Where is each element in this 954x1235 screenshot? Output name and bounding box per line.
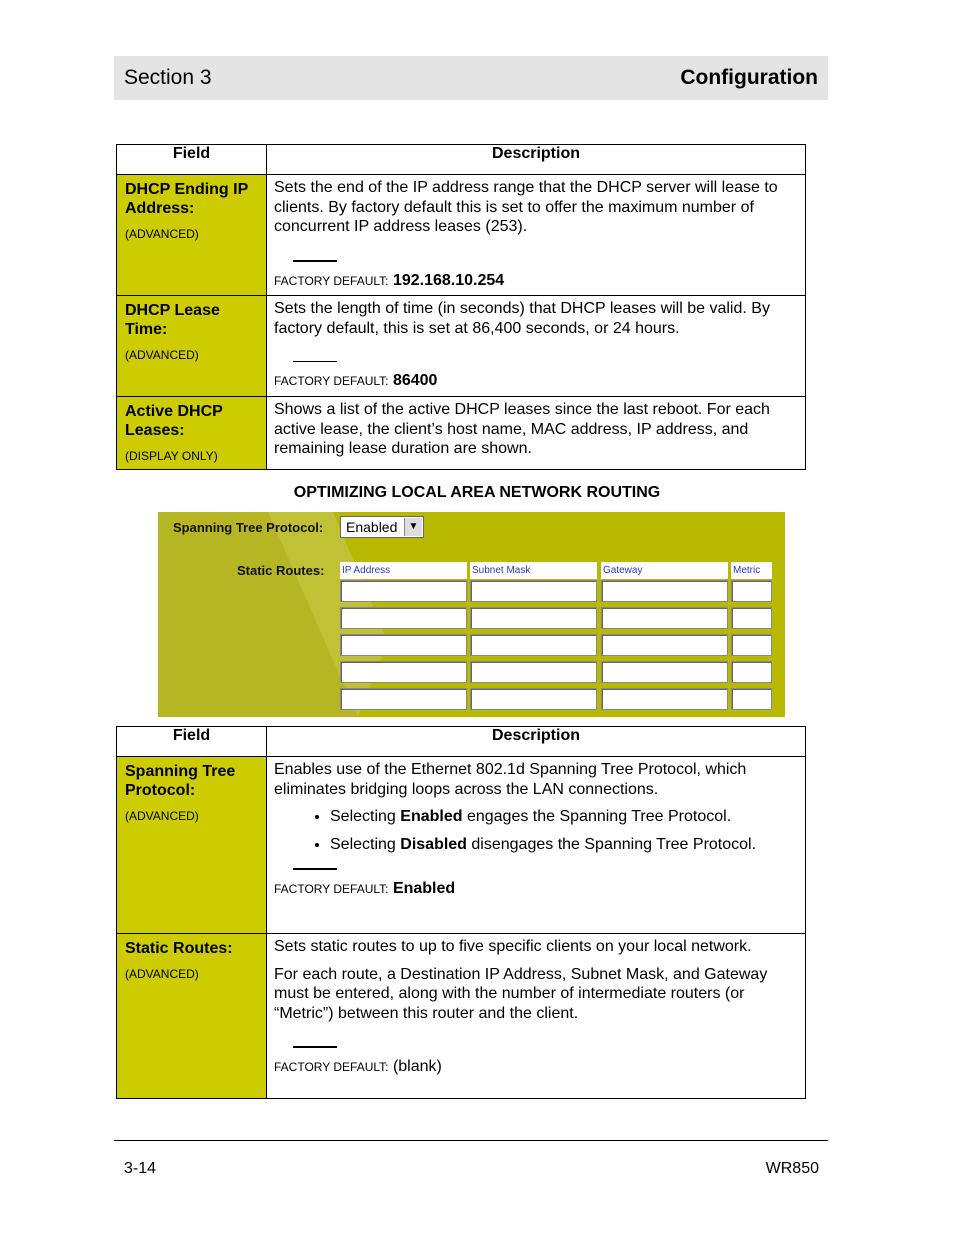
column-header-ip-address: IP Address (340, 562, 467, 579)
section-number: Section 3 (124, 66, 212, 89)
table-row (117, 757, 806, 934)
column-header-field: Field (117, 727, 267, 757)
field-description: Sets the end of the IP address range that the DHCP server will lease to clients. By factory default this is set to offer the maximum number of concurrent IP address leases (253). (274, 179, 778, 235)
factory-default-label: FACTORY DEFAULT: (274, 1060, 389, 1074)
field-description: Sets static routes to up to five specific clients on your local network. (274, 938, 752, 955)
field-tag: (ADVANCED) (125, 227, 199, 241)
field-description: Shows a list of the active DHCP leases since the last reboot. For each active lease, the client’s host name, MAC address, IP address, and remaining lease duration are shown. (274, 401, 770, 457)
route-subnet-mask-input[interactable] (470, 607, 597, 629)
footer-divider (114, 1140, 828, 1141)
route-metric-input[interactable] (731, 634, 772, 656)
section-heading: OPTIMIZING LOCAL AREA NETWORK ROUTING (293, 484, 661, 501)
list-item: • Selecting Disabled disengages the Spanning Tree Protocol. (330, 835, 798, 854)
route-gateway-input[interactable] (601, 688, 728, 710)
column-header-metric: Metric (731, 562, 772, 579)
field-tag: (ADVANCED) (125, 809, 199, 823)
bullet-list (274, 807, 798, 854)
section-title: Configuration (680, 66, 818, 89)
spanning-tree-label: Spanning Tree Protocol: (173, 520, 324, 535)
route-metric-input[interactable] (731, 688, 772, 710)
table-row (117, 934, 806, 1099)
column-header-field: Field (117, 145, 267, 175)
divider (293, 1046, 337, 1048)
field-tag: (DISPLAY ONLY) (125, 449, 218, 463)
field-table-routing (116, 726, 806, 1099)
route-subnet-mask-input[interactable] (470, 634, 597, 656)
column-header-description: Description (267, 727, 806, 757)
route-subnet-mask-input[interactable] (470, 580, 597, 602)
route-ip-address-input[interactable] (340, 688, 467, 710)
factory-default-value: (blank) (392, 1058, 442, 1075)
spanning-tree-value: Enabled (346, 519, 398, 535)
list-item: • Selecting Enabled engages the Spanning Tree Protocol. (330, 807, 798, 826)
routing-settings-panel (158, 512, 785, 717)
field-name: DHCP Lease Time: (125, 302, 220, 338)
field-tag: (ADVANCED) (125, 348, 199, 362)
factory-default-value: Enabled (392, 880, 456, 897)
route-metric-input[interactable] (731, 580, 772, 602)
chevron-down-icon[interactable]: ▼ (404, 518, 422, 536)
factory-default-value: 192.168.10.254 (392, 271, 505, 289)
section-header (114, 56, 828, 100)
factory-default-label: FACTORY DEFAULT: (274, 273, 389, 288)
field-name: Spanning Tree Protocol: (125, 763, 236, 799)
route-gateway-input[interactable] (601, 634, 728, 656)
route-ip-address-input[interactable] (340, 607, 467, 629)
field-tag: (ADVANCED) (125, 967, 199, 981)
route-gateway-input[interactable] (601, 661, 728, 683)
spanning-tree-select[interactable] (340, 516, 424, 538)
divider (293, 868, 337, 870)
factory-default-label: FACTORY DEFAULT: (274, 374, 389, 388)
field-name: Static Routes: (125, 940, 233, 957)
table-row (117, 175, 806, 296)
field-description-detail: For each route, a Destination IP Address, Subnet Mask, and Gateway must be entered, along with the number of intermediate routers (or “Metric”) between this router and the client. (274, 965, 768, 1022)
field-description: Enables use of the Ethernet 802.1d Spanning Tree Protocol, which eliminates bridging loops across the LAN connections. (274, 761, 747, 798)
route-ip-address-input[interactable] (340, 580, 467, 602)
route-metric-input[interactable] (731, 661, 772, 683)
route-ip-address-input[interactable] (340, 661, 467, 683)
table-row (117, 397, 806, 470)
divider (293, 260, 337, 262)
column-header-gateway: Gateway (601, 562, 728, 579)
field-name: DHCP Ending IP Address: (125, 181, 248, 217)
route-subnet-mask-input[interactable] (470, 661, 597, 683)
page-number: 3-14 (124, 1160, 157, 1177)
route-metric-input[interactable] (731, 607, 772, 629)
static-routes-label: Static Routes: (237, 563, 325, 578)
column-header-description: Description (267, 145, 806, 175)
field-name: Active DHCP Leases: (125, 403, 223, 439)
divider (293, 361, 337, 362)
field-table-dhcp (116, 144, 806, 470)
table-row (117, 296, 806, 397)
factory-default-value: 86400 (392, 372, 438, 389)
factory-default-label: FACTORY DEFAULT: (274, 882, 389, 896)
column-header-subnet-mask: Subnet Mask (470, 562, 597, 579)
model-name: WR850 (765, 1160, 819, 1177)
route-ip-address-input[interactable] (340, 634, 467, 656)
route-gateway-input[interactable] (601, 607, 728, 629)
route-subnet-mask-input[interactable] (470, 688, 597, 710)
field-description: Sets the length of time (in seconds) that DHCP leases will be valid. By factory default, this is set at 86,400 seconds, or 24 hours. (274, 300, 770, 337)
route-gateway-input[interactable] (601, 580, 728, 602)
